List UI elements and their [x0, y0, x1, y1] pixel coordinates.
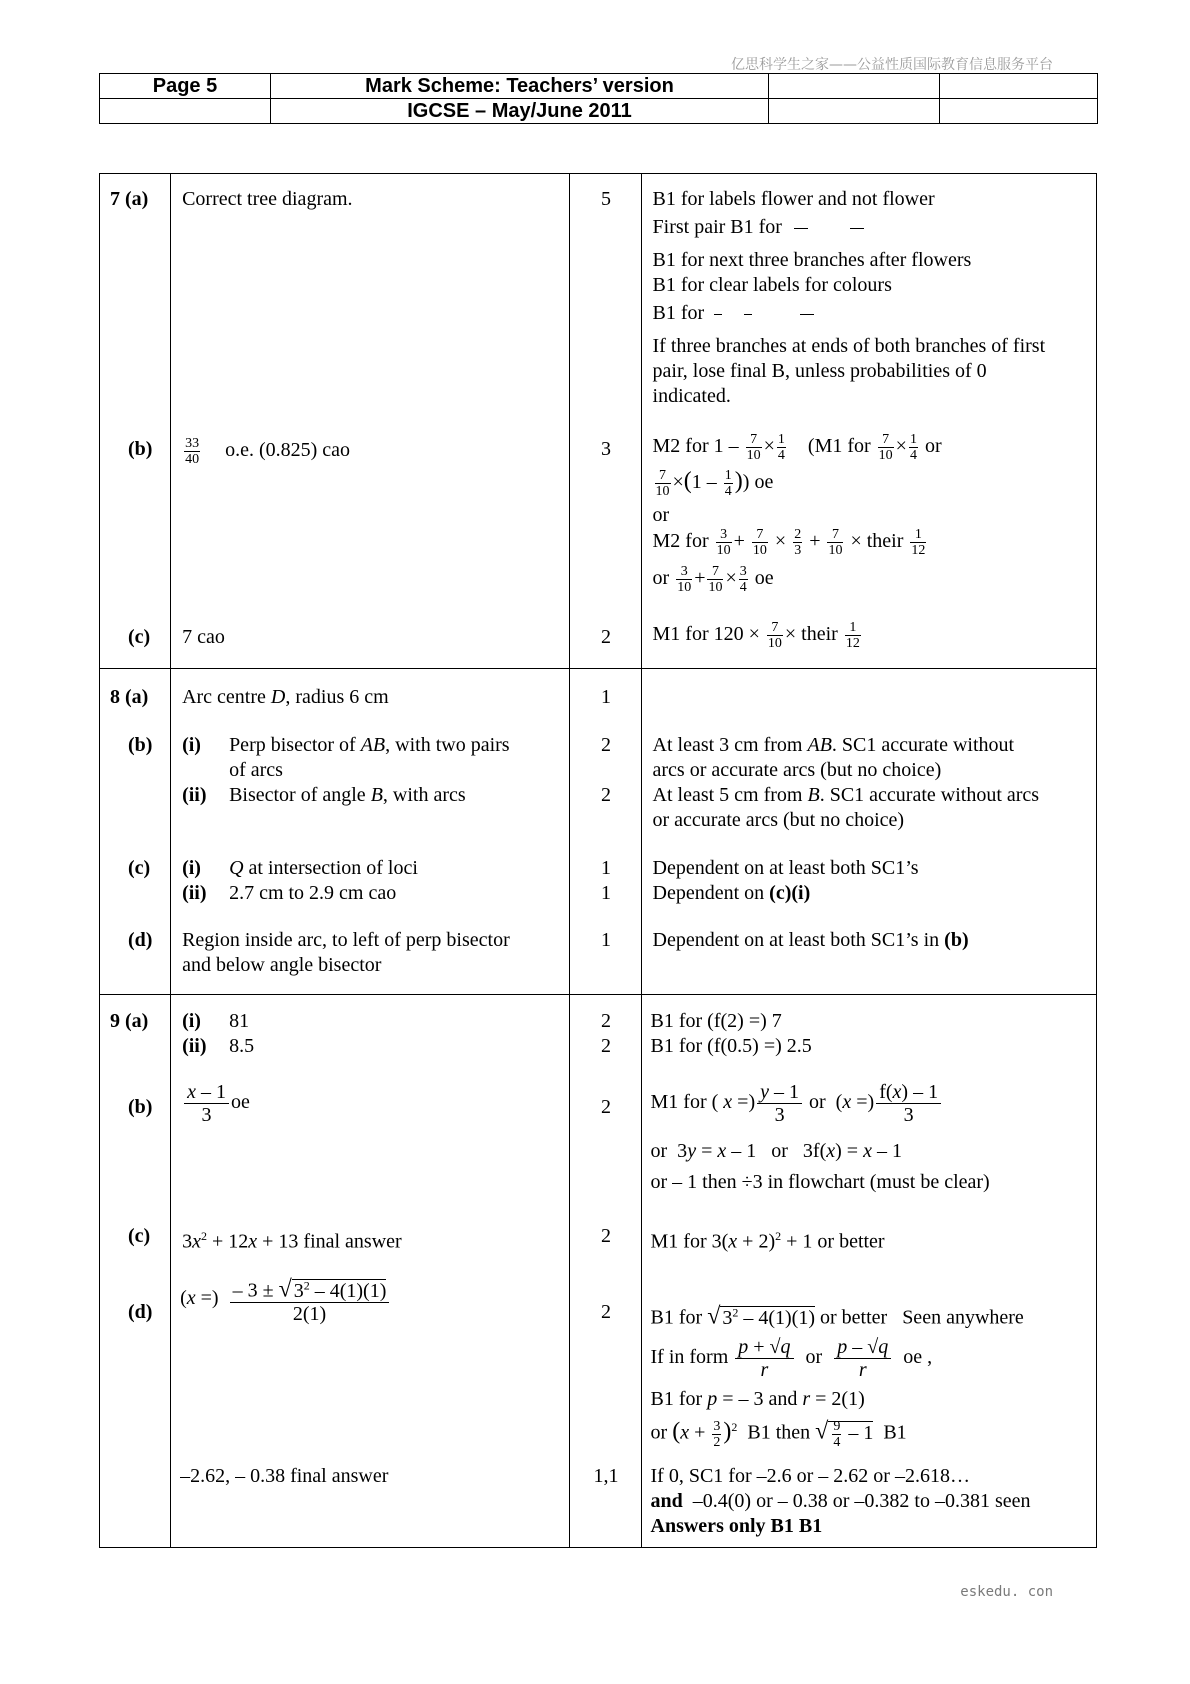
question-9: 9 (a) (b) (c) (d) (i) 81 (ii) 8.5 $\frac{x - 1}{3}$ oe $3x^2 + 12x + 13$ final answer (x =) $\frac{- 3 \pm √ 3^2 - 4(1)(1)}{2(1)}$ –2.62, – 0.38 final answer 2 2 2 2 2 1,1 B1 for (f(2) =) 7 B1 for (f(0.5) =) 2.5 M1 for ( x =) $\frac{y - 1}{3}$ or (x =) $\frac{f(x) - 1}{3}$ or 3y = x – 1 or 3f(x) = x – 1 or – 1 then ÷3 in flowchart (must be clear) M1 for $3(x + 2)^2 + 1$ or better B1 for √ $3^2 - 4(1)(1)$ or better Seen anywhere If in form $\frac{p + √q}{r}$ or $\frac{p - √q}{r}$ oe , B1 for p = – 3 and r = 2(1) or (x + $\frac{3}{2}$ )$^2$ B1 then √ $\frac{9}{4}$ – 1 B1 If 0, SC1 for –2.6 or – 2.62 or –2.618… and –0.4(0) or – 0.38 or –0.382 to –0.381 seen Answers only B1 B1: [100, 995, 1097, 1548]
q8-b-ii-note: At least 5 cm from B. SC1 accurate without arcs: [652, 784, 1040, 806]
q7-b-label: (b): [128, 438, 153, 460]
q8-b-ii-answer: Bisector of angle B, with arcs: [229, 784, 466, 806]
q9-d-final-answer: –2.62, – 0.38 final answer: [180, 1465, 389, 1487]
watermark-bottom: eskedu. con: [960, 1584, 1053, 1600]
doc-title: Mark Scheme: Teachers’ version: [271, 74, 769, 99]
q7-number: 7 (a): [110, 188, 149, 210]
q7-b-marks: 3: [600, 438, 611, 460]
question-8: 8 (a) (b) (c) (d) Arc centre D, radius 6 cm (i) Perp bisector of AB, with two pairs of arcs (ii) Bisector of angle B, with arcs (i) Q at intersection of loci (ii) 2.7 cm to 2.9 cm cao Region inside arc, to left of perp bisector and below angle bisector 1 2 2 1 1 1 At least 3 cm from AB. SC1 accurate without arcs or accurate arcs (but no choice) At least 5 cm from B. SC1 accurate without arcs or accurate arcs (but no choice) Dependent on at least both SC1’s Dependent on (c)(i) Dependent on at least both SC1’s in (b): [100, 669, 1097, 995]
q8-b-i-answer: Perp bisector of AB, with two pairs: [229, 734, 510, 756]
doc-subtitle: IGCSE – May/June 2011: [271, 99, 769, 124]
q8-c-ii-answer: 2.7 cm to 2.9 cm cao: [229, 882, 397, 904]
question-7: 7 (a) (b) (c) Correct tree diagram. $\frac{33}{40}$ o.e. (0.825) cao 7 cao 5 3 2 B1 for labels flower and not flower First pair B1 for B1 for next three branches after flowers B1 for clear labels for colours B1 for If three branches at ends of both branches of first pair, lose final B, unless probabilities of 0 indicated. M2 for 1 – $\frac{7}{10}$ × $\frac{1}{4}$ (M1 for $\frac{7}{10}$ × $\frac{1}{4}$ or $\frac{7}{10}$ ×(1 – $\frac{1}{4}$ )) oe or M2 for $\frac{3}{10}$ + $\frac{7}{10}$ × $\frac{2}{3}$ + $\frac{7}{10}$ × their $\frac{1}{12}$ or $\frac{3}{10}$ + $\frac{7}{10}$ × $\frac{3}{4}$ oe M1 for 120 × $\frac{7}{10}$ × their $\frac{1}{12}$: [100, 174, 1097, 669]
q8-c-i-answer: Q at intersection of loci: [229, 857, 418, 879]
q7-c-answer: 7 cao: [182, 626, 225, 648]
page-number: Page 5: [100, 74, 271, 99]
q8-number: 8 (a): [110, 686, 149, 708]
q9-d-note: B1 for √ $3^2 - 4(1)(1)$ or better Seen anywhere: [650, 1303, 1024, 1330]
q8-d-answer: Region inside arc, to left of perp bisector: [182, 929, 510, 951]
mark-scheme-table: [99, 173, 1097, 1548]
q7-b-answer: $\frac{33}{40}$ o.e. (0.825) cao: [185, 436, 351, 467]
q9-c-answer: $3x^2 + 12x + 13$ final answer: [182, 1229, 402, 1253]
q7-b-note-m2: M2 for 1 – $\frac{7}{10}$ × $\frac{1}{4}$ (M1 for $\frac{7}{10}$ × $\frac{1}{4}$ or: [652, 432, 942, 463]
q8-b-i-note: At least 3 cm from AB. SC1 accurate without: [652, 734, 1015, 756]
q7-c-note: M1 for 120 × $\frac{7}{10}$ × their $\frac{1}{12}$: [652, 620, 860, 651]
q9-b-answer: $\frac{x - 1}{3}$ oe: [182, 1081, 250, 1126]
q9-a-ii-answer: 8.5: [229, 1035, 255, 1057]
watermark-top: 亿思科学生之家——公益性质国际教育信息服务平台: [731, 57, 1053, 73]
q7-a-marks: 5: [600, 188, 611, 210]
q7-a-answer: Correct tree diagram.: [182, 188, 353, 210]
q9-b-note: M1 for ( x =) $\frac{y - 1}{3}$ or (x =) $\frac{f(x) - 1}{3}$: [651, 1081, 944, 1126]
q7-c-label: (c): [128, 626, 151, 648]
q9-a-i-answer: 81: [229, 1010, 250, 1032]
q8-a-answer: Arc centre D, radius 6 cm: [182, 686, 389, 708]
q9-c-note: M1 for $3(x + 2)^2 + 1$ or better: [650, 1229, 885, 1253]
q7-c-marks: 2: [600, 626, 611, 648]
page-header: [99, 73, 1098, 124]
q9-number: 9 (a): [110, 1010, 149, 1032]
q9-d-answer: (x =) $\frac{- 3 \pm √ 3^2 - 4(1)(1)}{2(1)}$: [180, 1274, 391, 1325]
